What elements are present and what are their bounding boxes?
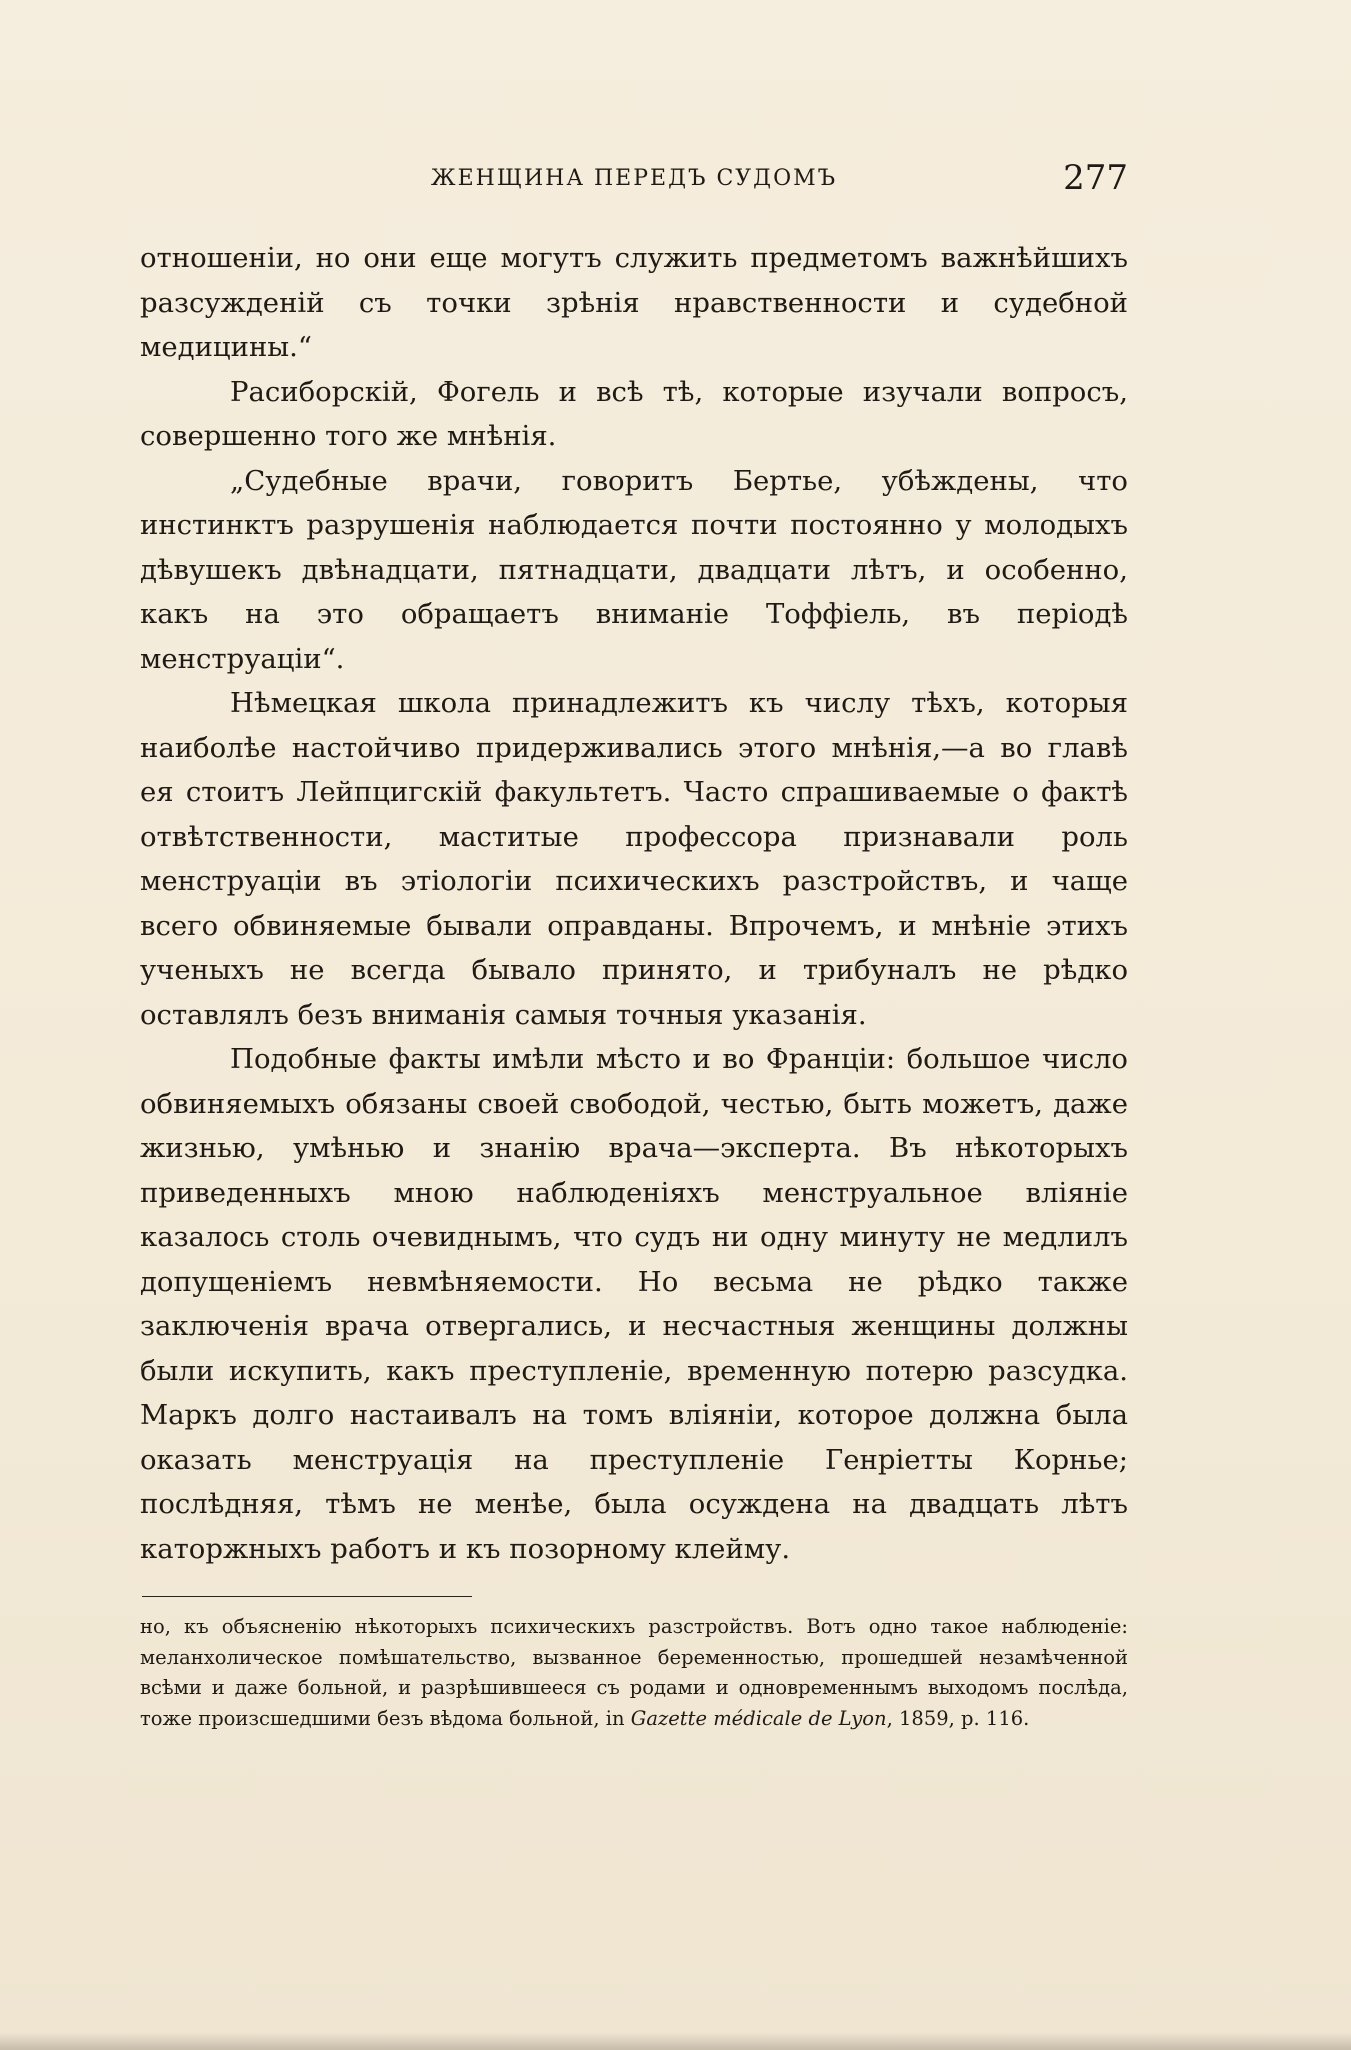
footnote — [140, 1612, 1128, 1734]
paragraph: „Судебные врачи, говоритъ Бертье, убѣждены, что инстинктъ разрушенія наблюдается почти постоянно у молодыхъ дѣвушекъ двѣнадцати, пятнадцати, двадцати лѣтъ, и особенно, какъ на это обращаетъ вниманіе Тоффіель, въ періодѣ менструаціи“. — [140, 464, 1128, 675]
footnote-source-details: , 1859, p. 116. — [886, 1706, 1030, 1730]
running-title: ЖЕНЩИНА ПЕРЕДЪ СУДОМЪ — [430, 166, 838, 191]
scan-edge-shadow — [0, 2032, 1351, 2050]
paragraph-continuation: отношеніи, но они еще могутъ служить предметомъ важнѣйшихъ разсужденій съ точки зрѣнія нравственности и судебной медицины.“ — [140, 242, 1128, 363]
footnote-text: но, къ объясненію нѣкоторыхъ психическихъ разстройствъ. Вотъ одно такое наблюденіе: меланхолическое помѣшательство, вызванное беременностью, прошедшей незамѣченной всѣми и даже больной, и разрѣшившееся съ родами и одновременнымъ выходомъ послѣда, тоже произсшедшими безъ вѣдома больной, in — [140, 1615, 1128, 1730]
main-text — [140, 236, 1128, 1571]
paragraph: Расиборскій, Фогель и всѣ тѣ, которые изучали вопросъ, совершенно того же мнѣнія. — [140, 375, 1128, 452]
paragraph: Нѣмецкая школа принадлежитъ къ числу тѣхъ, которыя наиболѣе настойчиво придерживались этого мнѣнія,—а во главѣ ея стоитъ Лейпцигскій факультетъ. Часто спрашиваемые о фактѣ отвѣтственности, маститые профессора признавали роль менструаціи въ этіологіи психическихъ разстройствъ, и чаще всего обвиняемые бывали оправданы. Впрочемъ, и мнѣніе этихъ ученыхъ не всегда бывало принято, и трибуналъ не рѣдко оставлялъ безъ вниманія самыя точныя указанія. — [140, 687, 1128, 1031]
footnote-source-title: Gazette médicale de Lyon — [630, 1706, 887, 1730]
page-number: 277 — [1063, 158, 1128, 198]
page-header — [140, 158, 1128, 204]
footnote-divider — [142, 1596, 472, 1597]
paragraph: Подобные факты имѣли мѣсто и во Франціи: большое число обвиняемыхъ обязаны своей свободой, честью, быть можетъ, даже жизнью, умѣнью и знанію врача—эксперта. Въ нѣкоторыхъ приведенныхъ мною наблюденіяхъ менструальное вліяніе казалось столь очевиднымъ, что судъ ни одну минуту не медлилъ допущеніемъ невмѣняемости. Но весьма не рѣдко также заключенія врача отвергались, и несчастныя женщины должны были искупить, какъ преступленіе, временную потерю разсудка. Маркъ долго настаивалъ на томъ вліяніи, которое должна была оказать менструація на преступленіе Генріетты Корнье; послѣдняя, тѣмъ не менѣе, была осуждена на двадцать лѣтъ каторжныхъ работъ и къ позорному клейму. — [140, 1043, 1128, 1565]
